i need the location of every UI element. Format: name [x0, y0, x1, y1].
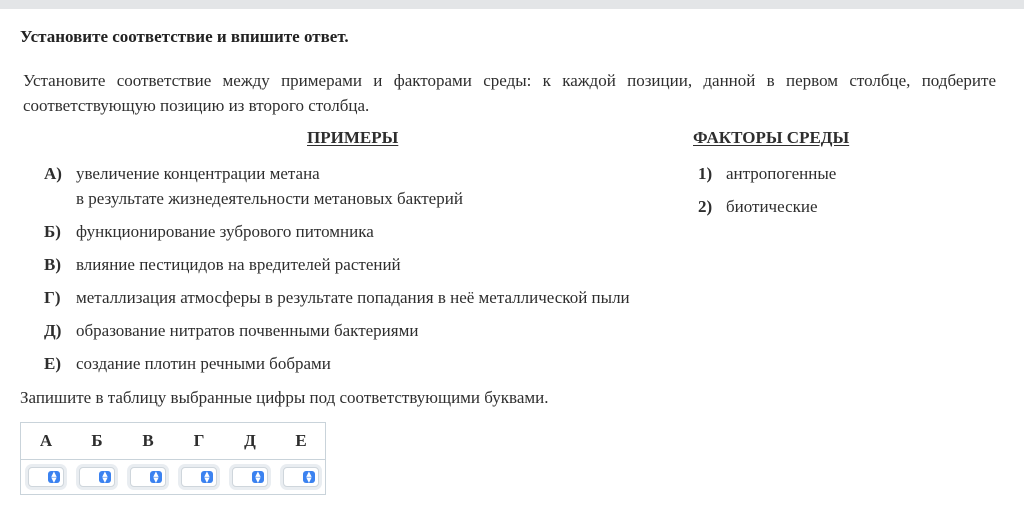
- factor-number: 2): [698, 197, 713, 216]
- answer-table: [20, 422, 326, 495]
- example-text: влияние пестицидов на вредителей растений: [76, 255, 401, 274]
- example-text: создание плотин речными бобрами: [76, 354, 331, 373]
- answer-header-v: В: [142, 431, 154, 450]
- select-chevron-icon: ▲ ▼: [99, 471, 111, 483]
- answer-select-d[interactable]: [232, 467, 268, 487]
- answer-instruction: Запишите в таблицу выбранные цифры под соответствующими буквами.: [20, 388, 549, 407]
- answer-header-e: Е: [295, 431, 307, 450]
- factor-text: биотические: [726, 197, 818, 216]
- select-chevron-icon: ▲ ▼: [252, 471, 264, 483]
- answer-select-e[interactable]: [283, 467, 319, 487]
- example-text: функционирование зубрового питомника: [76, 222, 374, 241]
- select-chevron-icon: ▲ ▼: [150, 471, 162, 483]
- answer-select-a[interactable]: [28, 467, 64, 487]
- example-letter: Д): [44, 321, 62, 340]
- factors-column-title: ФАКТОРЫ СРЕДЫ: [693, 128, 850, 147]
- example-letter: А): [44, 164, 62, 183]
- example-text: увеличение концентрации метана: [76, 164, 320, 183]
- example-letter: Б): [44, 222, 61, 241]
- answer-header-b: Б: [91, 431, 103, 450]
- factor-text: антропогенные: [726, 164, 837, 183]
- answer-select-v[interactable]: [130, 467, 166, 487]
- select-chevron-icon: ▲ ▼: [201, 471, 213, 483]
- top-bar: [0, 0, 1024, 9]
- example-letter: В): [44, 255, 61, 274]
- answer-header-g: Г: [193, 431, 205, 450]
- task-intro: Установите соответствие между примерами и факторами среды: к каждой позиции, данной в первом столбце, подберите соответствующую позицию из второго столбца.: [23, 71, 996, 115]
- task-heading: Установите соответствие и впишите ответ.: [20, 27, 349, 46]
- example-text-continued: в результате жизнедеятельности метановых бактерий: [76, 189, 463, 208]
- example-text: металлизация атмосферы в результате попадания в неё металлической пыли: [76, 288, 630, 307]
- select-chevron-icon: ▲ ▼: [303, 471, 315, 483]
- answer-table-header-row: [21, 423, 325, 460]
- factor-number: 1): [698, 164, 713, 183]
- example-text: образование нитратов почвенными бактериями: [76, 321, 419, 340]
- answer-select-b[interactable]: [79, 467, 115, 487]
- example-letter: Е): [44, 354, 61, 373]
- answer-header-d: Д: [244, 431, 256, 450]
- example-letter: Г): [44, 288, 61, 307]
- answer-header-a: А: [39, 431, 53, 450]
- examples-column-title: ПРИМЕРЫ: [307, 128, 399, 147]
- answer-select-g[interactable]: [181, 467, 217, 487]
- select-chevron-icon: ▲ ▼: [48, 471, 60, 483]
